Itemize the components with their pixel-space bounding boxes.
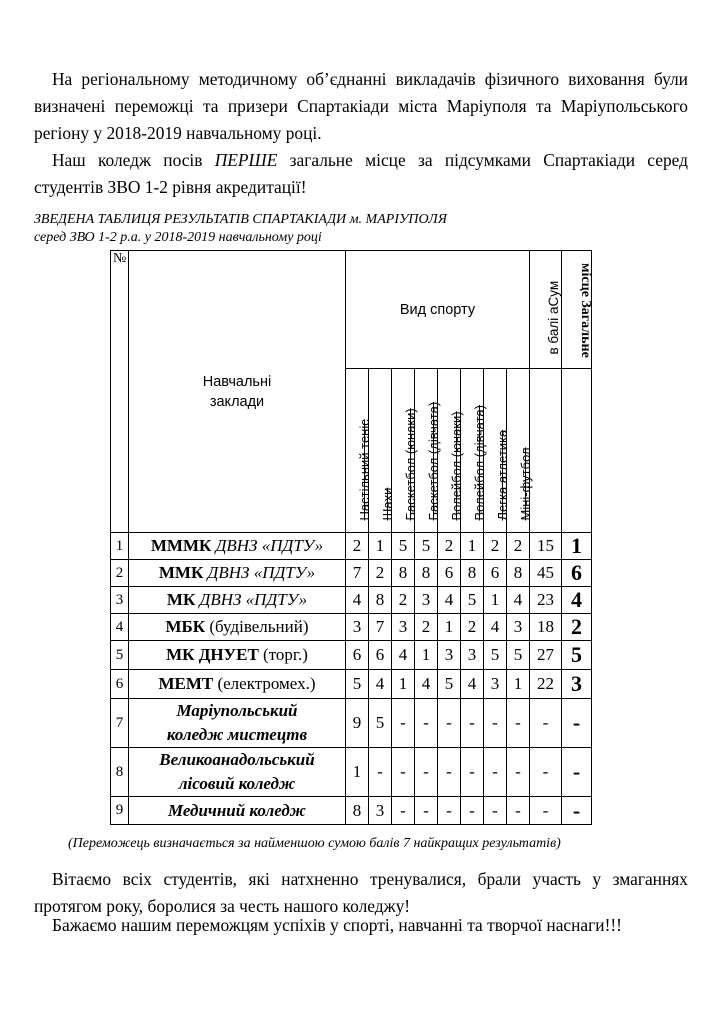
score-cell: 3 [369,797,392,825]
sum-cell: 22 [530,670,562,699]
score-cell: 6 [438,560,461,587]
score-cell: 4 [392,641,415,670]
place-cell: 1 [562,533,592,560]
score-cell: 5 [461,587,484,614]
score-cell: - [392,797,415,825]
institution-name: МММК ДВНЗ «ПДТУ» [129,533,346,560]
score-cell: - [415,797,438,825]
score-cell: 6 [484,560,507,587]
intro-p2-emphasis: ПЕРШЕ [214,150,278,170]
score-cell: 3 [484,670,507,699]
score-cell: - [461,699,484,748]
table-caption-line-2: серед ЗВО 1-2 р.а. у 2018-2019 навчальному році [34,230,322,245]
institution-name: МК ДВНЗ «ПДТУ» [129,587,346,614]
table-row [111,587,592,614]
table-row [111,699,592,748]
score-cell: - [392,699,415,748]
score-cell: - [484,797,507,825]
place-cell: 6 [562,560,592,587]
intro-p2-end: загальне місце за підсумками Спартакіади серед студентів ЗВО 1-2 рівня акредитації! [34,150,688,197]
row-number: 9 [111,797,129,825]
score-cell: 8 [415,560,438,587]
place-cell: 3 [562,670,592,699]
score-cell: - [507,748,530,797]
score-cell: 1 [484,587,507,614]
score-cell: - [438,699,461,748]
row-number: 6 [111,670,129,699]
score-cell: 3 [461,641,484,670]
results-table [110,250,592,825]
header-institutions: Навчальні заклади [129,251,346,533]
header-num: № [111,251,129,533]
score-cell: - [438,797,461,825]
header-sport-7: Легка атлетика [484,369,507,533]
header-sport: Вид спорту [346,251,530,369]
intro-p2-start: Наш коледж посів [52,150,215,170]
score-cell: 8 [507,560,530,587]
score-cell: - [369,748,392,797]
score-cell: 2 [346,533,369,560]
score-cell: 3 [507,614,530,641]
institution-name: Великоанадольський лісовий коледж [129,748,346,797]
institution-name: Медичний коледж [129,797,346,825]
header-sport-5: Волейбол (юнаки) [438,369,461,533]
score-cell: 2 [392,587,415,614]
score-cell: 1 [346,748,369,797]
header-sport-1: Настільний теніс [346,369,369,533]
table-row [111,641,592,670]
place-cell: - [562,797,592,825]
sum-cell: 18 [530,614,562,641]
score-cell: 4 [415,670,438,699]
score-cell: 5 [392,533,415,560]
score-cell: 7 [369,614,392,641]
table-row [111,748,592,797]
score-cell: - [484,699,507,748]
score-cell: - [415,748,438,797]
score-cell: 3 [392,614,415,641]
score-cell: 3 [438,641,461,670]
score-cell: 7 [346,560,369,587]
table-row [111,533,592,560]
score-cell: 3 [346,614,369,641]
table-note: (Переможець визначається за найменшою сумою балів 7 найкращих результатів) [68,836,561,851]
score-cell: 4 [507,587,530,614]
score-cell: 4 [346,587,369,614]
score-cell: - [461,797,484,825]
sum-cell: 15 [530,533,562,560]
header-sport-6: Волейбол (дівчата) [461,369,484,533]
sum-cell: - [530,797,562,825]
header-sport-8: Міні-футбол [507,369,530,533]
score-cell: 1 [392,670,415,699]
institution-name: МЕМТ (електромех.) [129,670,346,699]
institution-name: ММК ДВНЗ «ПДТУ» [129,560,346,587]
score-cell: 2 [507,533,530,560]
row-number: 5 [111,641,129,670]
score-cell: 3 [415,587,438,614]
score-cell: 1 [507,670,530,699]
score-cell: 8 [346,797,369,825]
row-number: 8 [111,748,129,797]
sum-cell: 27 [530,641,562,670]
table-row [111,670,592,699]
score-cell: 1 [461,533,484,560]
score-cell: - [507,797,530,825]
score-cell: 2 [438,533,461,560]
place-cell: 5 [562,641,592,670]
header-place: місце Загальне [562,251,592,369]
outro-paragraph-1: Вітаємо всіх студентів, які натхненно тренувалися, брали участь у змаганнях протягом року, боролися за честь нашого коледжу! [34,869,688,916]
sum-cell: 23 [530,587,562,614]
row-number: 7 [111,699,129,748]
institution-name: МБК (будівельний) [129,614,346,641]
table-row [111,560,592,587]
score-cell: 8 [461,560,484,587]
score-cell: 4 [369,670,392,699]
score-cell: 2 [415,614,438,641]
score-cell: 5 [346,670,369,699]
score-cell: 2 [484,533,507,560]
header-sport-2: Шахи [369,369,392,533]
score-cell: 5 [369,699,392,748]
score-cell: 5 [484,641,507,670]
place-cell: - [562,748,592,797]
score-cell: 8 [392,560,415,587]
score-cell: 5 [438,670,461,699]
score-cell: 6 [369,641,392,670]
score-cell: 4 [484,614,507,641]
header-sport-3: Баскетбол (юнаки) [392,369,415,533]
score-cell: 6 [346,641,369,670]
score-cell: 1 [438,614,461,641]
header-sum: в балі аСум [530,251,562,369]
score-cell: - [438,748,461,797]
score-cell: 1 [415,641,438,670]
score-cell: - [415,699,438,748]
score-cell: 1 [369,533,392,560]
sum-cell: 45 [530,560,562,587]
row-number: 4 [111,614,129,641]
place-cell: - [562,699,592,748]
sum-cell: - [530,748,562,797]
score-cell: 5 [507,641,530,670]
header-sport-4: Баскетбол (дівчата) [415,369,438,533]
score-cell: - [507,699,530,748]
score-cell: 2 [461,614,484,641]
institution-name: Маріупольський коледж мистецтв [129,699,346,748]
score-cell: 2 [369,560,392,587]
table-caption-line-1: ЗВЕДЕНА ТАБЛИЦЯ РЕЗУЛЬТАТІВ СПАРТАКІАДИ м. МАРІУПОЛЯ [34,212,447,227]
sum-cell: - [530,699,562,748]
place-cell: 2 [562,614,592,641]
score-cell: 5 [415,533,438,560]
outro-paragraph-2: Бажаємо нашим переможцям успіхів у спорті, навчанні та творчої наснаги!!! [52,915,622,935]
place-cell: 4 [562,587,592,614]
score-cell: 4 [461,670,484,699]
row-number: 2 [111,560,129,587]
score-cell: - [392,748,415,797]
score-cell: - [484,748,507,797]
table-row [111,614,592,641]
intro-paragraph-1: На регіональному методичному об’єднанні викладачів фізичного виховання були визначені переможці та призери Спартакіади міста Маріуполя та Маріупольського регіону у 2018-2019 навчальному році. [34,69,688,143]
row-number: 1 [111,533,129,560]
intro-paragraph-2 [34,147,688,201]
score-cell: 4 [438,587,461,614]
score-cell: 8 [369,587,392,614]
score-cell: - [461,748,484,797]
row-number: 3 [111,587,129,614]
table-row [111,797,592,825]
score-cell: 9 [346,699,369,748]
institution-name: МК ДНУЕТ (торг.) [129,641,346,670]
